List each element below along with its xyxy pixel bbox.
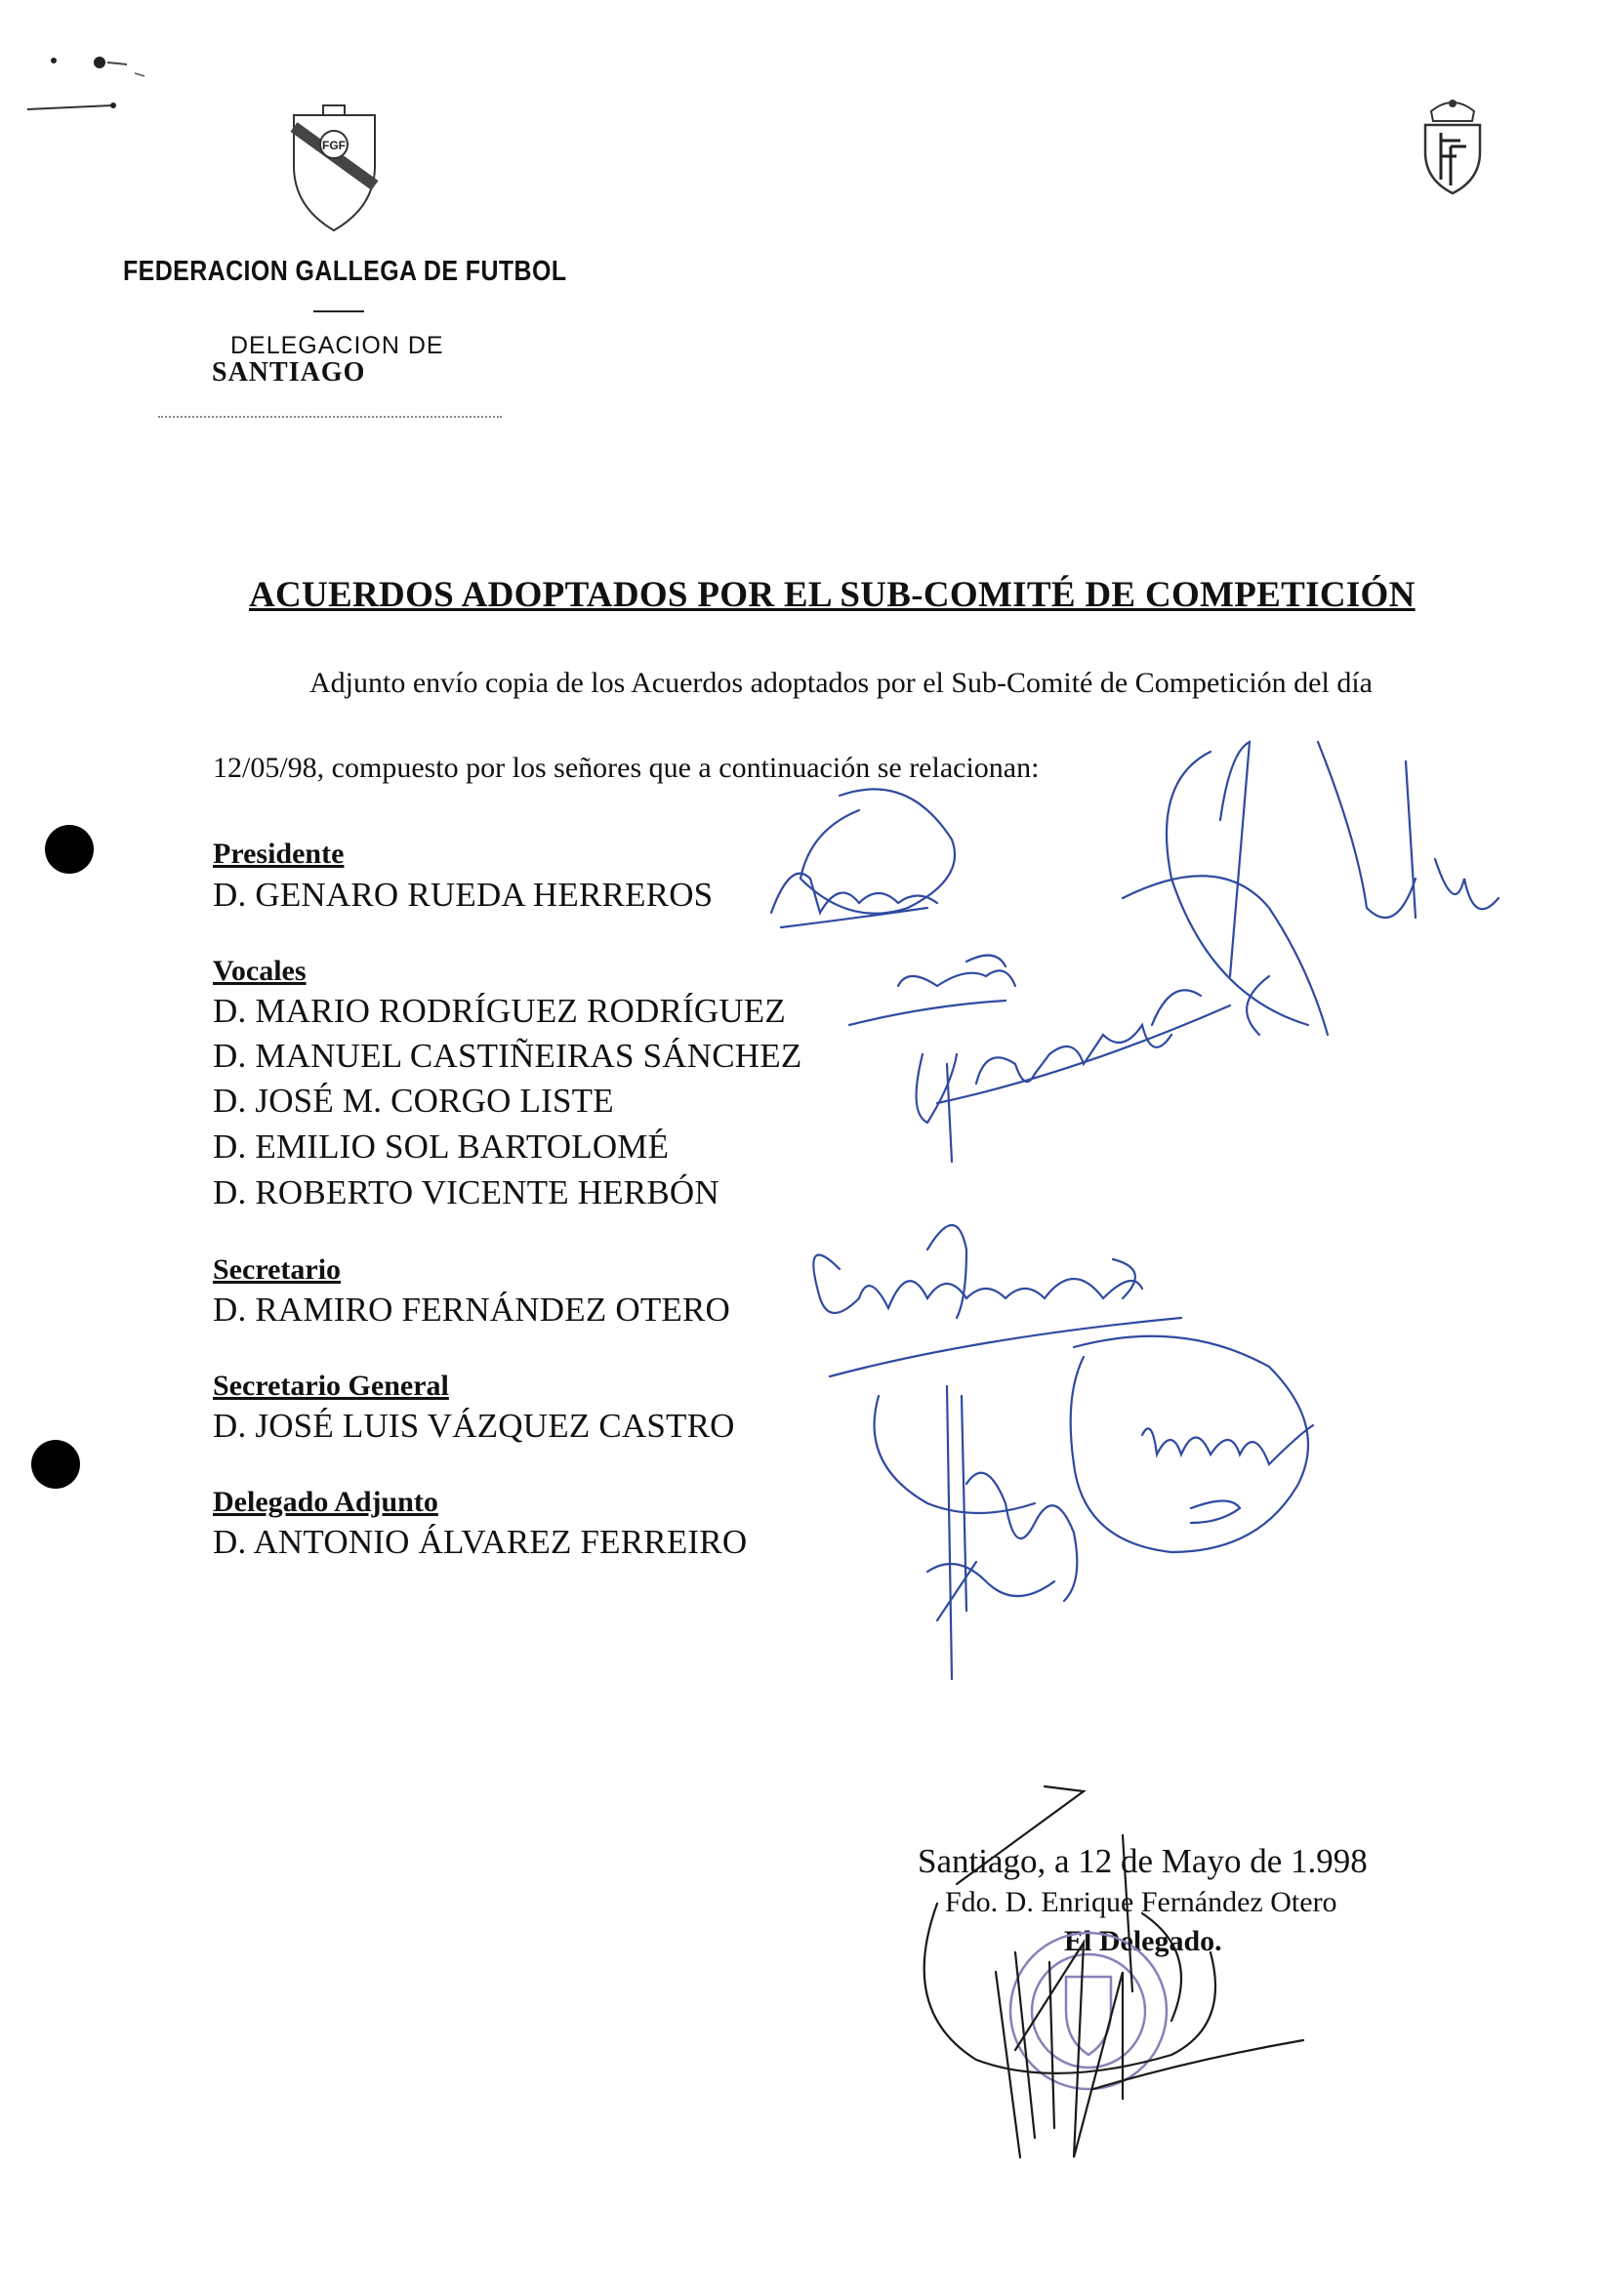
member-president: D. GENARO RUEDA HERREROS (213, 876, 714, 914)
signature-deputy-delegate (875, 1386, 1078, 1679)
signature-vocal-large (1123, 742, 1498, 1035)
member-vocal: D. ROBERTO VICENTE HERBÓN (213, 1173, 719, 1211)
delegation-label: DELEGACION DE (230, 332, 444, 359)
role-secretary-general: Secretario General (213, 1370, 449, 1402)
paper-specks (20, 49, 166, 117)
signature-vocal-mario (849, 956, 1015, 1025)
member-secretary: D. RAMIRO FERNÁNDEZ OTERO (213, 1291, 730, 1329)
member-secretary-general: D. JOSÉ LUIS VÁZQUEZ CASTRO (213, 1407, 735, 1445)
signature-president (771, 789, 955, 927)
punch-hole (31, 1440, 80, 1489)
signer-role: El Delegado. (1064, 1925, 1222, 1957)
signature-vocal-manuel (917, 990, 1230, 1162)
spanish-federation-crest-icon (1417, 92, 1488, 199)
role-vocales: Vocales (213, 955, 307, 987)
document-title: ACUERDOS ADOPTADOS POR EL SUB-COMITÉ DE COMPETICIÓN (249, 575, 1416, 615)
member-vocal: D. EMILIO SOL BARTOLOMÉ (213, 1128, 670, 1166)
signed-by: Fdo. D. Enrique Fernández Otero (945, 1886, 1337, 1918)
role-deputy-delegate: Delegado Adjunto (213, 1486, 438, 1518)
intro-line-1: Adjunto envío copia de los Acuerdos adoptados por el Sub-Comité de Competición del día (309, 667, 1373, 699)
role-president: Presidente (213, 838, 345, 870)
letterhead-divider (158, 416, 502, 418)
galician-federation-shield-icon (288, 98, 381, 234)
letterhead-rule (313, 310, 364, 312)
svg-text:FGF: FGF (322, 139, 346, 152)
place-date: Santiago, a 12 de Mayo de 1.998 (918, 1842, 1368, 1880)
member-vocal: D. JOSÉ M. CORGO LISTE (213, 1082, 614, 1120)
delegation-city: SANTIAGO (212, 357, 366, 388)
intro-line-2: 12/05/98, compuesto por los señores que a continuación se relacionan: (213, 752, 1040, 784)
member-deputy-delegate: D. ANTONIO ÁLVAREZ FERREIRO (213, 1523, 748, 1561)
signature-secretary-general (1071, 1336, 1313, 1552)
signature-secretary (813, 1225, 1181, 1376)
punch-hole (45, 825, 94, 874)
role-secretary: Secretario (213, 1253, 342, 1286)
member-vocal: D. MARIO RODRÍGUEZ RODRÍGUEZ (213, 992, 786, 1030)
member-vocal: D. MANUEL CASTIÑEIRAS SÁNCHEZ (213, 1037, 802, 1075)
organization-name: FEDERACION GALLEGA DE FUTBOL (123, 256, 567, 287)
